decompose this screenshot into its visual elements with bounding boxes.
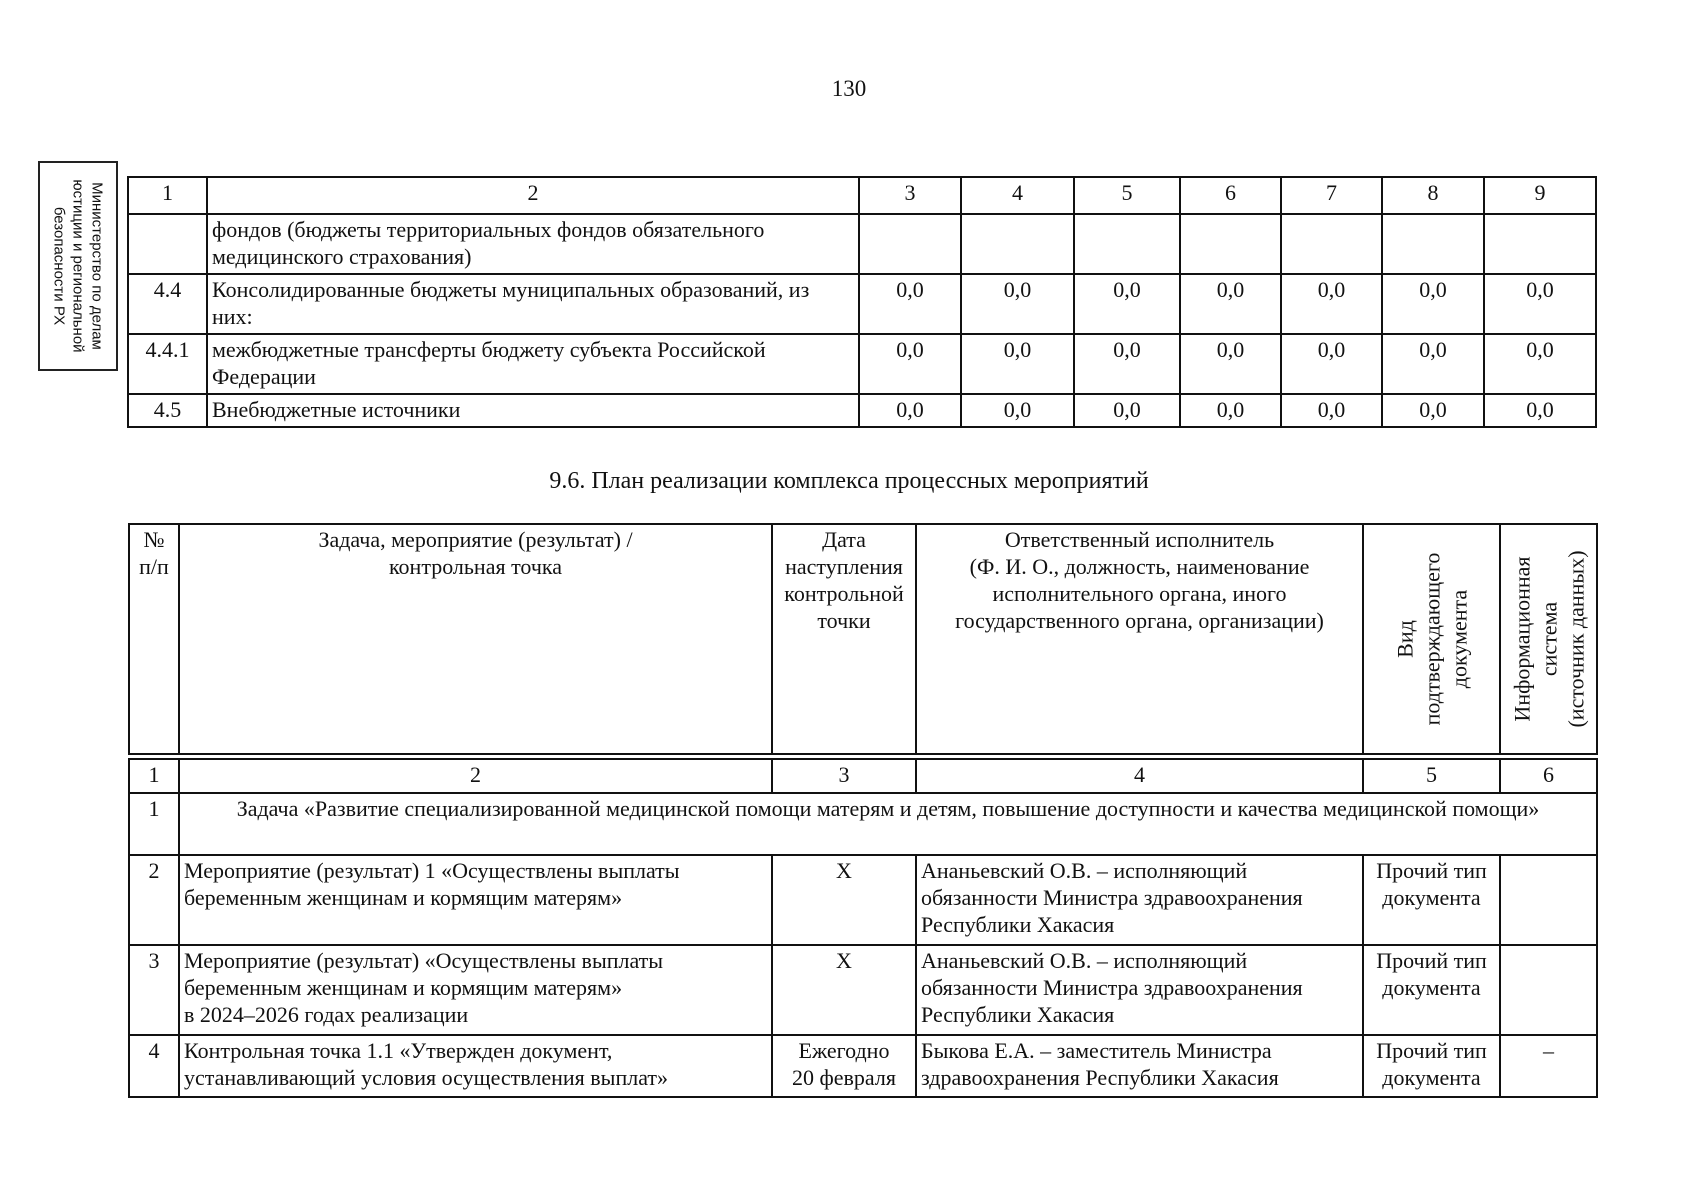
cell-value xyxy=(961,214,1074,274)
task-title: Задача «Развитие специализированной медицинской помощи матерям и детям, повышение доступности и качества медицинской помощи» xyxy=(179,793,1597,855)
cell-value xyxy=(1382,214,1484,274)
task-cell: Мероприятие (результат) 1 «Осуществлены выплаты беременным женщинам и кормящим матерям» xyxy=(179,855,772,945)
cell-value: 0,0 xyxy=(1382,274,1484,334)
column-number: 5 xyxy=(1074,177,1180,214)
table-row xyxy=(128,214,1596,274)
cell-value xyxy=(1281,214,1382,274)
doc-type-cell: Прочий тип документа xyxy=(1363,945,1500,1035)
cell-value: 0,0 xyxy=(1484,334,1596,394)
row-number: 1 xyxy=(129,793,179,855)
cell-value: 0,0 xyxy=(859,274,961,334)
row-number: 4.4 xyxy=(128,274,207,334)
table-row xyxy=(128,334,1596,394)
cell-value: 0,0 xyxy=(859,334,961,394)
row-number: 4.4.1 xyxy=(128,334,207,394)
header-number: № п/п xyxy=(129,524,179,754)
row-number: 3 xyxy=(129,945,179,1035)
responsible-cell: Ананьевский О.В. – исполняющий обязанности Министра здравоохранения Республики Хакасия xyxy=(916,855,1363,945)
column-number: 7 xyxy=(1281,177,1382,214)
table-row xyxy=(128,394,1596,427)
cell-value: 0,0 xyxy=(961,394,1074,427)
column-number: 2 xyxy=(207,177,859,214)
header-info-system xyxy=(1500,524,1597,754)
date-cell: X xyxy=(772,945,916,1035)
column-number: 9 xyxy=(1484,177,1596,214)
table-row xyxy=(128,274,1596,334)
cell-value xyxy=(1074,214,1180,274)
task-cell: Контрольная точка 1.1 «Утвержден документ, устанавливающий условия осуществления выплат» xyxy=(179,1035,772,1097)
cell-value: 0,0 xyxy=(1281,274,1382,334)
info-system-cell xyxy=(1500,855,1597,945)
task-cell: Мероприятие (результат) «Осуществлены выплаты беременным женщинам и кормящим матерям» в 2024–2026 годах реализации xyxy=(179,945,772,1035)
cell-value xyxy=(859,214,961,274)
cell-value: 0,0 xyxy=(859,394,961,427)
column-numbers-row xyxy=(129,759,1597,793)
stamp-text: Министерство по делам юстиции и региональной безопасности РХ xyxy=(50,179,106,353)
table-row xyxy=(129,1035,1597,1097)
row-label: фондов (бюджеты территориальных фондов обязательного медицинского страхования) xyxy=(207,214,859,274)
column-number: 4 xyxy=(961,177,1074,214)
column-number: 2 xyxy=(179,759,772,793)
cell-value: 0,0 xyxy=(1074,334,1180,394)
column-number: 1 xyxy=(129,759,179,793)
info-system-cell xyxy=(1500,945,1597,1035)
header-date: Дата наступления контрольной точки xyxy=(772,524,916,754)
row-number: 4 xyxy=(129,1035,179,1097)
header-doc-type-text: Вид подтверждающего документа xyxy=(1392,552,1471,726)
header-doc-type xyxy=(1363,524,1500,754)
task-row xyxy=(129,793,1597,855)
cell-value xyxy=(1484,214,1596,274)
page-number: 130 xyxy=(831,76,867,101)
column-number: 4 xyxy=(916,759,1363,793)
cell-value: 0,0 xyxy=(1074,394,1180,427)
cell-value: 0,0 xyxy=(1281,334,1382,394)
cell-value: 0,0 xyxy=(1484,274,1596,334)
cell-value: 0,0 xyxy=(1281,394,1382,427)
plan-table xyxy=(128,523,1598,1098)
doc-type-cell: Прочий тип документа xyxy=(1363,1035,1500,1097)
row-label: межбюджетные трансферты бюджету субъекта Российской Федерации xyxy=(207,334,859,394)
responsible-cell: Быкова Е.А. – заместитель Министра здравоохранения Республики Хакасия xyxy=(916,1035,1363,1097)
section-title: 9.6. План реализации комплекса процессных мероприятий xyxy=(549,468,1149,494)
table-row xyxy=(129,945,1597,1035)
row-number: 4.5 xyxy=(128,394,207,427)
row-label: Консолидированные бюджеты муниципальных образований, из них: xyxy=(207,274,859,334)
row-number: 2 xyxy=(129,855,179,945)
header-responsible: Ответственный исполнитель (Ф. И. О., должность, наименование исполнительного органа, иного государственного органа, организации) xyxy=(916,524,1363,754)
budget-table xyxy=(127,176,1597,428)
cell-value: 0,0 xyxy=(1382,394,1484,427)
column-number: 5 xyxy=(1363,759,1500,793)
responsible-cell: Ананьевский О.В. – исполняющий обязанности Министра здравоохранения Республики Хакасия xyxy=(916,945,1363,1035)
table-header-row xyxy=(128,177,1596,214)
date-cell: X xyxy=(772,855,916,945)
header-task: Задача, мероприятие (результат) / контрольная точка xyxy=(179,524,772,754)
cell-value: 0,0 xyxy=(1180,334,1281,394)
doc-type-cell: Прочий тип документа xyxy=(1363,855,1500,945)
row-number xyxy=(128,214,207,274)
cell-value: 0,0 xyxy=(1382,334,1484,394)
column-number: 3 xyxy=(772,759,916,793)
cell-value: 0,0 xyxy=(961,334,1074,394)
column-number: 3 xyxy=(859,177,961,214)
column-number: 1 xyxy=(128,177,207,214)
date-cell: Ежегодно 20 февраля xyxy=(772,1035,916,1097)
column-number: 6 xyxy=(1500,759,1597,793)
column-number: 8 xyxy=(1382,177,1484,214)
table-row xyxy=(129,855,1597,945)
plan-header-row xyxy=(129,524,1597,754)
cell-value xyxy=(1180,214,1281,274)
info-system-cell: – xyxy=(1500,1035,1597,1097)
registration-stamp xyxy=(38,161,118,371)
row-label: Внебюджетные источники xyxy=(207,394,859,427)
cell-value: 0,0 xyxy=(1180,394,1281,427)
cell-value: 0,0 xyxy=(961,274,1074,334)
cell-value: 0,0 xyxy=(1074,274,1180,334)
cell-value: 0,0 xyxy=(1180,274,1281,334)
column-number: 6 xyxy=(1180,177,1281,214)
header-info-system-text: Информационная система (источник данных) xyxy=(1509,550,1588,728)
cell-value: 0,0 xyxy=(1484,394,1596,427)
